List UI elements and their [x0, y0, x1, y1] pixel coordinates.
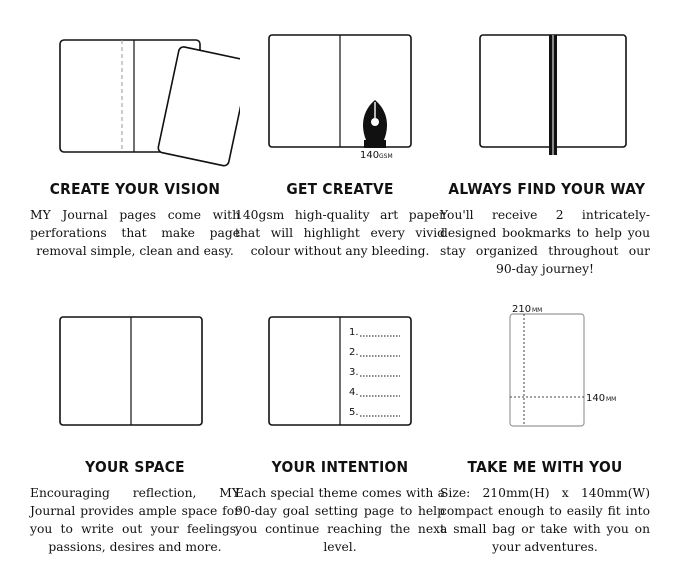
open-journal-icon [30, 300, 240, 460]
feature-title: YOUR INTENTION [271, 458, 409, 476]
height-dimension-unit: MM [532, 307, 543, 314]
journal-size-icon [440, 300, 650, 460]
goal-number: 4. [349, 387, 359, 398]
pen-nib-journal-icon [235, 30, 445, 190]
height-dimension-number: 210 [512, 304, 532, 315]
goal-number: 3. [349, 367, 359, 378]
feature-description: MY Journal pages come with perforations that make page removal simple, clean and easy. [30, 208, 240, 258]
feature-title: CREATE YOUR VISION [49, 180, 221, 198]
feature-description: 140gsm high-quality art paper that will highlight every vivid colour without any bleeding. [235, 208, 445, 258]
goal-number: 2. [349, 347, 359, 358]
paper-weight-unit: GSM [379, 153, 393, 160]
feature-description: Size: 210mm(H) x 140mm(W) compact enough to easily fit into a small bag or take with you on your adventures. [440, 486, 650, 554]
width-dimension-number: 140 [586, 393, 606, 404]
width-dimension-unit: MM [606, 396, 617, 403]
perforated-journal-icon [30, 30, 240, 190]
goal-number: 5. [349, 407, 359, 418]
bookmark-journal-icon [440, 30, 650, 190]
goal-number: 1. [349, 327, 359, 338]
feature-description: Encouraging reflection, MY Journal provides ample space for you to write out your feelings, passions, desires and more. [30, 486, 240, 554]
feature-description: Each special theme comes with a 90-day goal setting page to help you continue reaching the next level. [235, 486, 445, 554]
feature-description: You'll receive 2 intricately-designed bookmarks to help you stay organized throughout our 90-day journey! [440, 208, 650, 276]
feature-title: YOUR SPACE [85, 458, 185, 476]
feature-title: GET CREATVE [286, 180, 394, 198]
goal-list-journal-icon [235, 300, 445, 460]
feature-title: ALWAYS FIND YOUR WAY [448, 180, 646, 198]
feature-title: TAKE ME WITH YOU [467, 458, 623, 476]
paper-weight-number: 140 [360, 150, 380, 161]
